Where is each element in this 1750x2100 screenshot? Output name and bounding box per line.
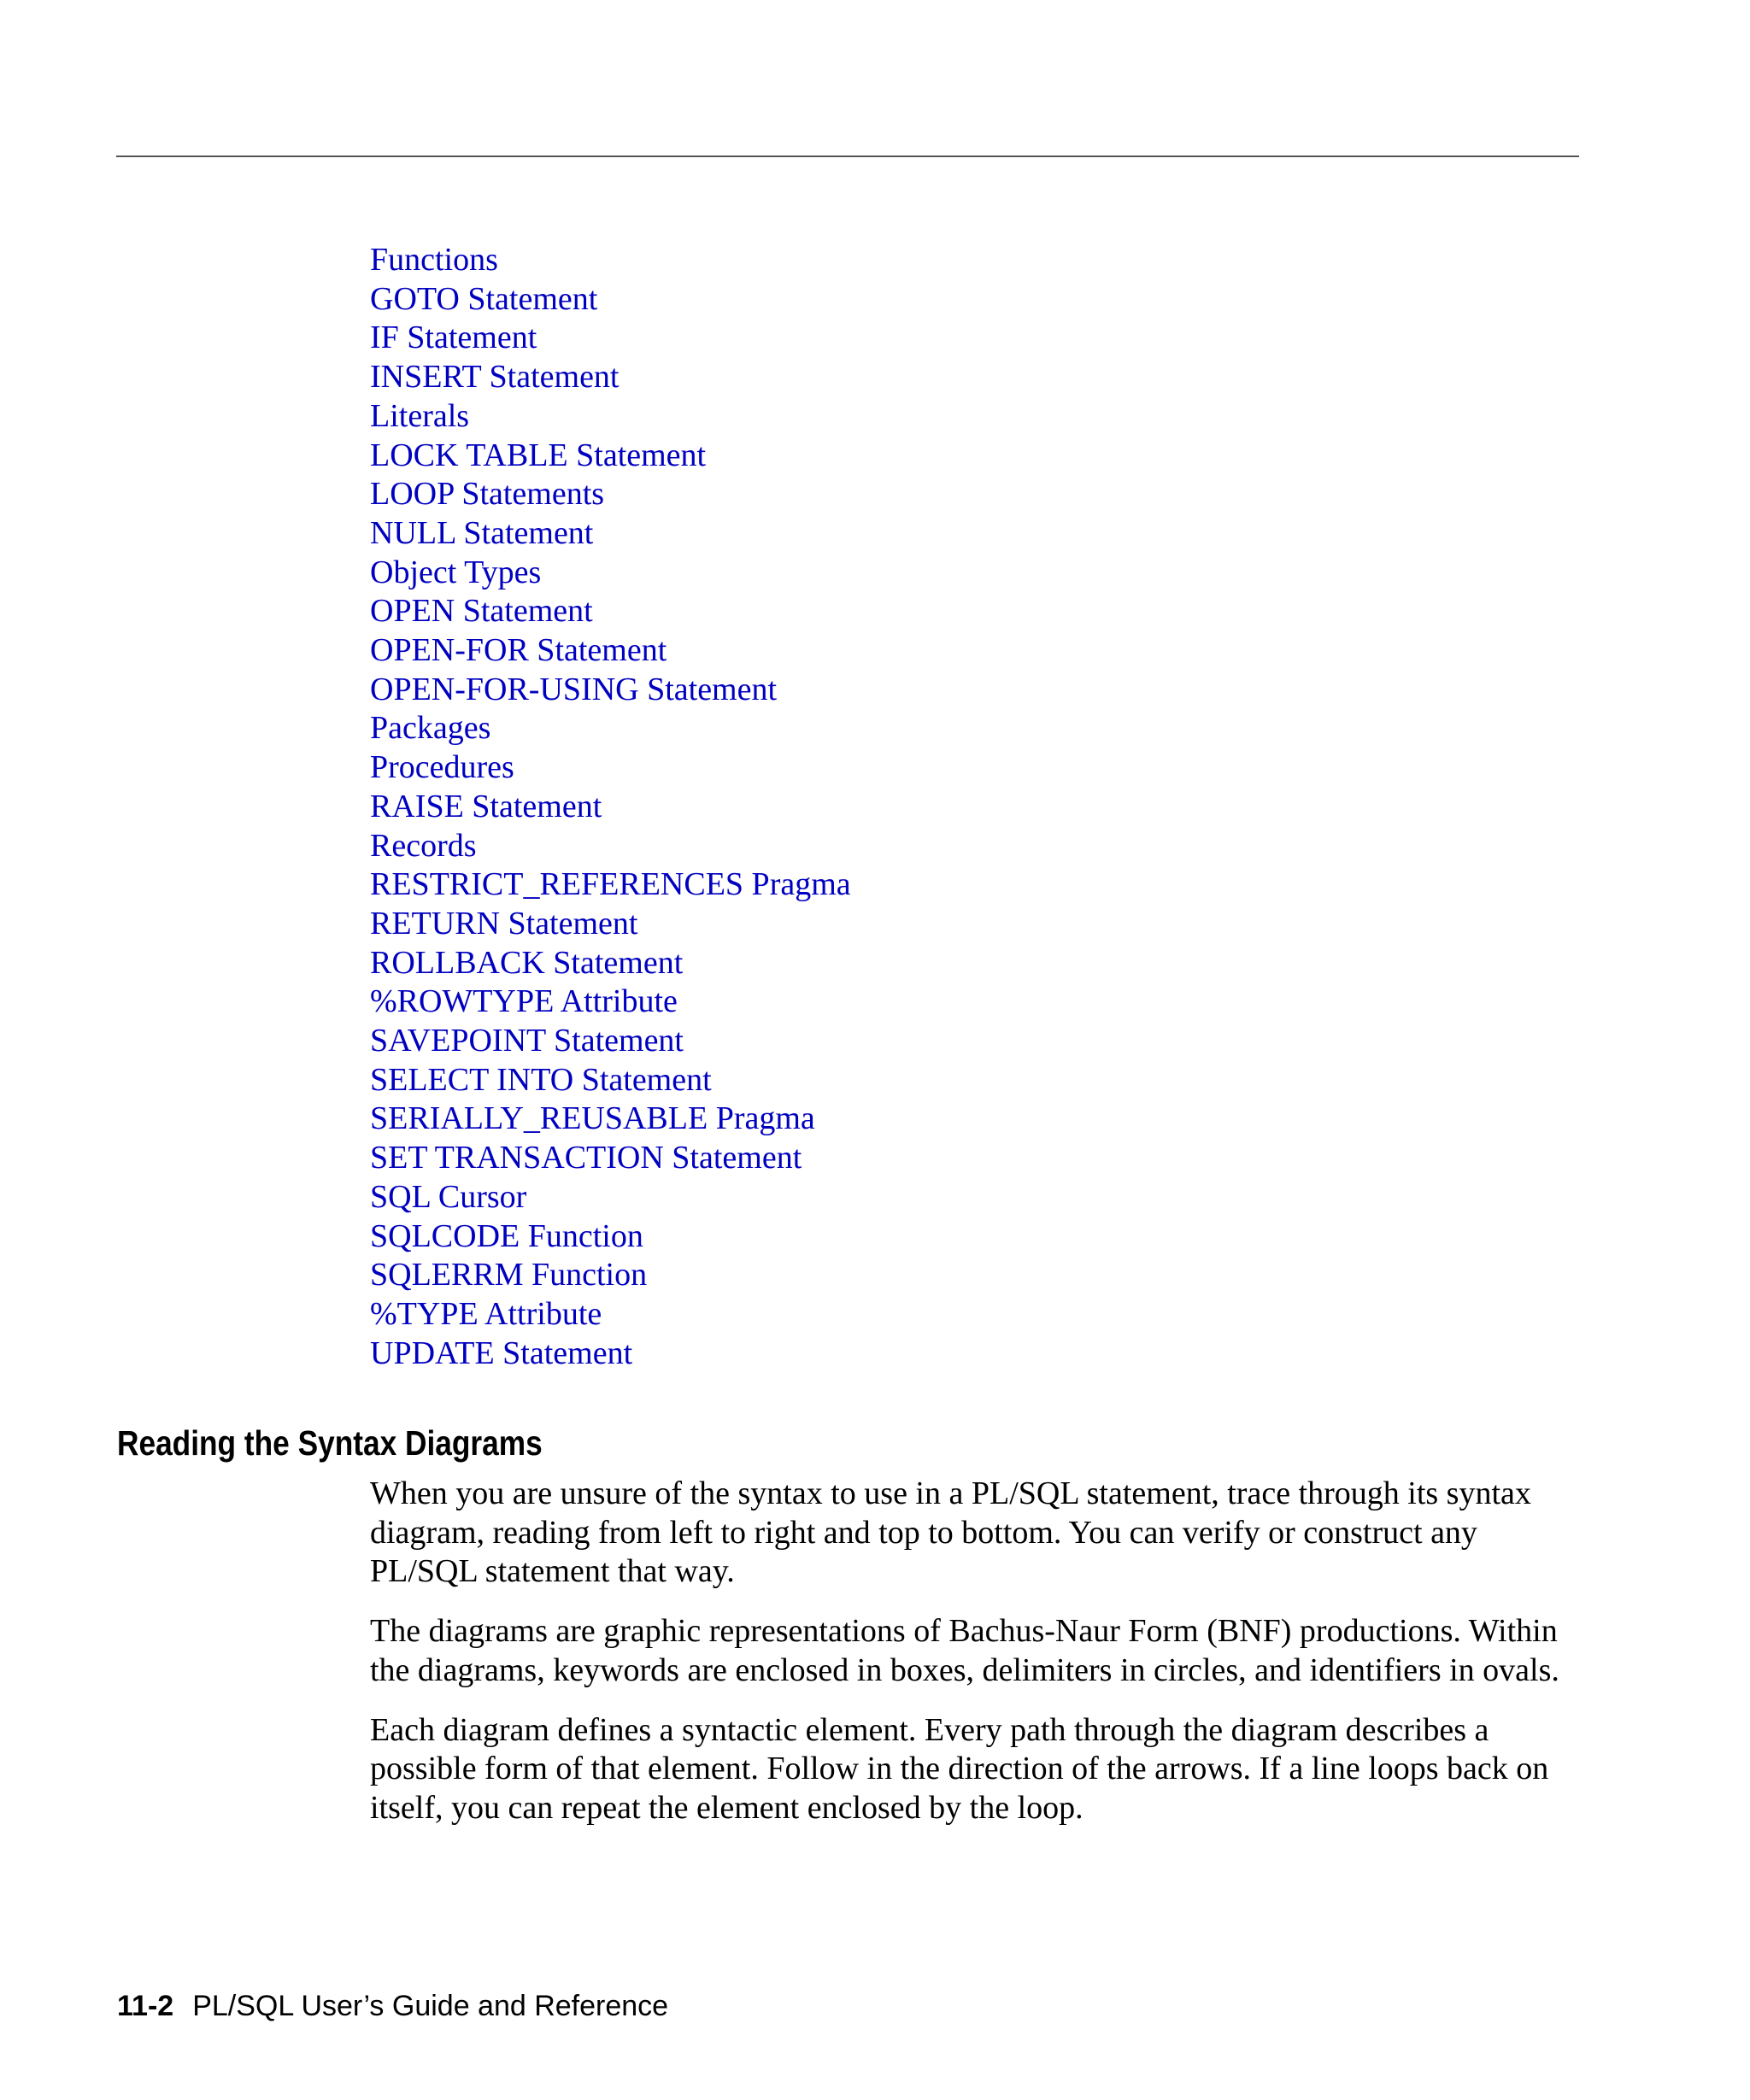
link-item[interactable]	[370, 1061, 851, 1100]
link-item[interactable]	[370, 865, 851, 905]
section-heading: Reading the Syntax Diagrams	[117, 1423, 543, 1463]
link-item[interactable]	[370, 1100, 851, 1139]
link-item[interactable]	[370, 709, 851, 748]
link-null-statement[interactable]: NULL Statement	[370, 514, 594, 551]
paragraph: When you are unsure of the syntax to use in a PL/SQL statement, trace through its syntax diagram, reading from left to right and top to bottom. You can verify or construct any PL/SQL statement that way.	[370, 1475, 1531, 1590]
paragraph: The diagrams are graphic representations of Bachus-Naur Form (BNF) productions. Within the diagrams, keywords are enclosed in boxes, delimiters in circles, and identifiers in ovals.	[370, 1613, 1559, 1688]
link-item[interactable]	[370, 788, 851, 827]
link-records[interactable]: Records	[370, 827, 477, 864]
link-item[interactable]	[370, 1217, 851, 1257]
link-packages[interactable]: Packages	[370, 710, 491, 747]
link-if-statement[interactable]: IF Statement	[370, 320, 537, 356]
link-item[interactable]	[370, 1178, 851, 1217]
link-rowtype-attribute[interactable]: %ROWTYPE Attribute	[370, 983, 678, 1020]
link-item[interactable]	[370, 514, 851, 554]
link-return-statement[interactable]: RETURN Statement	[370, 905, 638, 941]
link-object-types[interactable]: Object Types	[370, 554, 542, 590]
link-item[interactable]	[370, 905, 851, 944]
section-body	[370, 1475, 1583, 1849]
page-number: 11-2	[117, 1990, 174, 2022]
link-insert-statement[interactable]: INSERT Statement	[370, 359, 620, 396]
link-item[interactable]	[370, 1295, 851, 1334]
link-raise-statement[interactable]: RAISE Statement	[370, 788, 602, 824]
link-select-into-statement[interactable]: SELECT INTO Statement	[370, 1061, 712, 1098]
statement-link-list	[370, 241, 851, 1373]
link-item[interactable]	[370, 944, 851, 983]
book-title: PL/SQL User’s Guide and Reference	[192, 1990, 669, 2022]
link-open-statement[interactable]: OPEN Statement	[370, 593, 593, 630]
link-type-attribute[interactable]: %TYPE Attribute	[370, 1295, 602, 1332]
link-open-for-using-statement[interactable]: OPEN-FOR-USING Statement	[370, 671, 778, 707]
link-item[interactable]	[370, 397, 851, 437]
link-item[interactable]	[370, 827, 851, 866]
link-literals[interactable]: Literals	[370, 397, 470, 434]
link-sql-cursor[interactable]: SQL Cursor	[370, 1178, 527, 1215]
link-item[interactable]	[370, 1022, 851, 1061]
link-open-for-statement[interactable]: OPEN-FOR Statement	[370, 632, 667, 669]
link-item[interactable]	[370, 1139, 851, 1178]
link-item[interactable]	[370, 631, 851, 671]
link-item[interactable]	[370, 319, 851, 358]
link-sqlerrm-function[interactable]: SQLERRM Function	[370, 1257, 648, 1293]
header-rule	[116, 155, 1579, 157]
link-item[interactable]	[370, 554, 851, 593]
link-item[interactable]	[370, 983, 851, 1022]
paragraph: Each diagram defines a syntactic element. Every path through the diagram describes a possible form of that element. Follow in the direction of the arrows. If a line loops back on itself, you can repeat the element enclosed by the loop.	[370, 1711, 1549, 1826]
link-item[interactable]	[370, 437, 851, 476]
link-rollback-statement[interactable]: ROLLBACK Statement	[370, 944, 684, 981]
link-item[interactable]	[370, 592, 851, 631]
link-item[interactable]	[370, 748, 851, 788]
link-serially-reusable-pragma[interactable]: SERIALLY_REUSABLE Pragma	[370, 1100, 815, 1137]
link-item[interactable]	[370, 475, 851, 514]
link-goto-statement[interactable]: GOTO Statement	[370, 280, 598, 317]
link-functions[interactable]: Functions	[370, 242, 498, 278]
link-item[interactable]	[370, 280, 851, 320]
link-procedures[interactable]: Procedures	[370, 749, 514, 786]
link-savepoint-statement[interactable]: SAVEPOINT Statement	[370, 1023, 684, 1059]
link-restrict-references-pragma[interactable]: RESTRICT_REFERENCES Pragma	[370, 866, 851, 903]
link-set-transaction-statement[interactable]: SET TRANSACTION Statement	[370, 1140, 802, 1176]
page-footer	[117, 1989, 668, 2023]
link-lock-table-statement[interactable]: LOCK TABLE Statement	[370, 437, 707, 473]
link-item[interactable]	[370, 671, 851, 710]
link-update-statement[interactable]: UPDATE Statement	[370, 1334, 633, 1371]
link-item[interactable]	[370, 1334, 851, 1374]
link-item[interactable]	[370, 241, 851, 280]
link-sqlcode-function[interactable]: SQLCODE Function	[370, 1217, 643, 1254]
link-loop-statements[interactable]: LOOP Statements	[370, 476, 605, 513]
link-item[interactable]	[370, 358, 851, 397]
link-item[interactable]	[370, 1256, 851, 1295]
